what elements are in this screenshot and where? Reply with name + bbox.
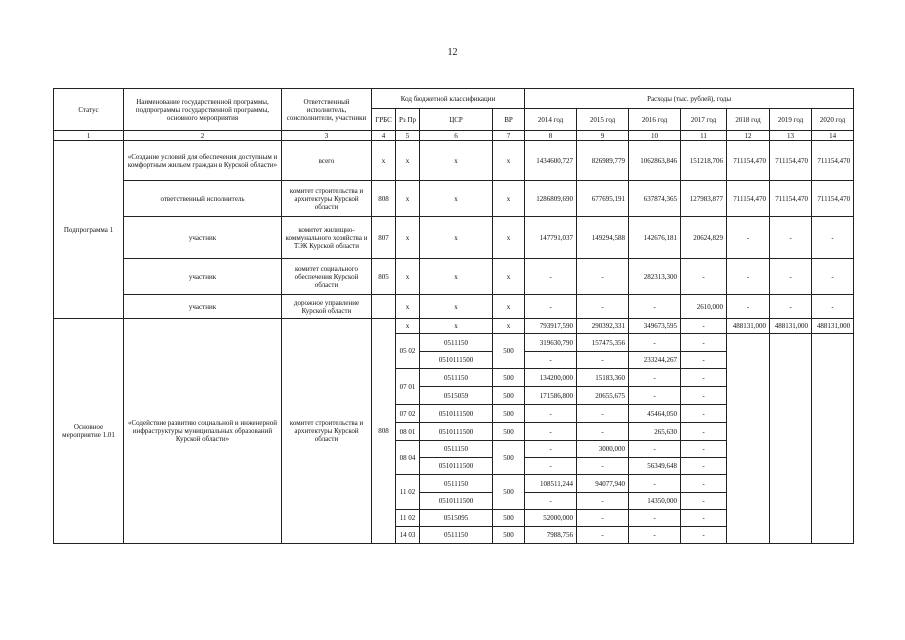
column-number: 14 — [812, 131, 854, 141]
column-number: 8 — [525, 131, 577, 141]
value-cell: - — [629, 369, 681, 387]
value-cell: - — [812, 295, 854, 319]
value-cell: 2610,000 — [681, 295, 727, 319]
header-budget-code: Код бюджетной классификации — [372, 89, 525, 109]
value-cell: - — [681, 369, 727, 387]
value-cell: - — [577, 352, 629, 369]
vr-cell: 500 — [493, 369, 525, 387]
value-cell: - — [629, 387, 681, 405]
column-number: 10 — [629, 131, 681, 141]
value-cell: - — [525, 458, 577, 475]
value-cell: 637874,365 — [629, 181, 681, 217]
value-cell: - — [681, 405, 727, 423]
csr-cell: х — [420, 181, 493, 217]
header-rzpr: Рз Пр — [396, 109, 420, 131]
value-cell: 52000,000 — [525, 510, 577, 527]
value-cell: - — [812, 259, 854, 295]
rzpr-cell: 07 02 — [396, 405, 420, 423]
value-cell: - — [727, 217, 770, 259]
rzpr-cell: х — [396, 141, 420, 181]
empty-cell — [727, 334, 770, 544]
value-cell: - — [629, 527, 681, 544]
vr-cell: х — [493, 259, 525, 295]
csr-cell: 0511150 — [420, 441, 493, 458]
vr-cell: х — [493, 319, 525, 334]
value-cell: 108511,244 — [525, 475, 577, 493]
vr-cell: 500 — [493, 334, 525, 369]
column-number: 11 — [681, 131, 727, 141]
value-cell: - — [577, 458, 629, 475]
subprogram-row — [54, 295, 854, 319]
value-cell: 94077,940 — [577, 475, 629, 493]
header-year: 2018 год — [727, 109, 770, 131]
value-cell: - — [525, 441, 577, 458]
column-number: 6 — [420, 131, 493, 141]
participant-role: участник — [124, 217, 282, 259]
csr-cell: 0511150 — [420, 475, 493, 493]
csr-cell: х — [420, 141, 493, 181]
value-cell: - — [577, 510, 629, 527]
column-number: 5 — [396, 131, 420, 141]
rzpr-cell: х — [396, 319, 420, 334]
value-cell: 711154,470 — [770, 141, 812, 181]
value-cell: - — [681, 319, 727, 334]
value-cell: 282313,300 — [629, 259, 681, 295]
value-cell: - — [770, 295, 812, 319]
header-vr: ВР — [493, 109, 525, 131]
vr-cell: 500 — [493, 405, 525, 423]
value-cell: - — [812, 217, 854, 259]
rzpr-cell: 11 02 — [396, 510, 420, 527]
vr-cell: х — [493, 181, 525, 217]
value-cell: - — [525, 423, 577, 441]
rzpr-cell: 11 02 — [396, 475, 420, 510]
header-expenses: Расходы (тыс. рублей), годы — [525, 89, 854, 109]
csr-cell: 0511150 — [420, 527, 493, 544]
csr-cell: 0510111500 — [420, 493, 493, 510]
vr-cell: 500 — [493, 423, 525, 441]
subprogram-row — [54, 259, 854, 295]
value-cell: - — [525, 295, 577, 319]
value-cell: 711154,470 — [812, 181, 854, 217]
value-cell: - — [681, 387, 727, 405]
column-number: 3 — [282, 131, 372, 141]
responsible-cell: комитет жилищно-коммунального хозяйства и ТЭК Курской области — [282, 217, 372, 259]
value-cell: 171586,800 — [525, 387, 577, 405]
value-cell: - — [681, 423, 727, 441]
column-number: 9 — [577, 131, 629, 141]
empty-cell — [812, 334, 854, 544]
responsible-cell: комитет строительства и архитектуры Курской области — [282, 181, 372, 217]
value-cell: - — [577, 423, 629, 441]
subprogram-row — [54, 181, 854, 217]
column-number: 1 — [54, 131, 124, 141]
rzpr-cell: х — [396, 259, 420, 295]
csr-cell: х — [420, 259, 493, 295]
csr-cell: 0510111500 — [420, 458, 493, 475]
value-cell: 14350,000 — [629, 493, 681, 510]
column-number: 2 — [124, 131, 282, 141]
csr-cell: 0515095 — [420, 510, 493, 527]
value-cell: 127983,877 — [681, 181, 727, 217]
measure-total-row — [54, 319, 854, 334]
value-cell: 488131,000 — [812, 319, 854, 334]
column-number: 4 — [372, 131, 396, 141]
rzpr-cell: 05 02 — [396, 334, 420, 369]
value-cell: - — [577, 405, 629, 423]
value-cell: 711154,470 — [770, 181, 812, 217]
header-year: 2014 год — [525, 109, 577, 131]
value-cell: 1286809,690 — [525, 181, 577, 217]
rzpr-cell: 08 01 — [396, 423, 420, 441]
csr-cell: 0511150 — [420, 369, 493, 387]
rzpr-cell: х — [396, 181, 420, 217]
rzpr-cell: х — [396, 217, 420, 259]
vr-cell: х — [493, 217, 525, 259]
budget-table — [53, 88, 854, 544]
value-cell: 1434600,727 — [525, 141, 577, 181]
rzpr-cell: 14 03 — [396, 527, 420, 544]
csr-cell: х — [420, 217, 493, 259]
header-name: Наименование государственной программы, подпрограммы государственной программы, основного мероприятия — [124, 89, 282, 131]
csr-cell: 0510111500 — [420, 423, 493, 441]
grbs-cell — [372, 295, 396, 319]
csr-cell: х — [420, 295, 493, 319]
rzpr-cell: х — [396, 295, 420, 319]
responsible-cell: всего — [282, 141, 372, 181]
value-cell: 134200,000 — [525, 369, 577, 387]
measure-responsible: комитет строительства и архитектуры Курской области — [282, 319, 372, 544]
value-cell: - — [629, 475, 681, 493]
value-cell: 45464,050 — [629, 405, 681, 423]
value-cell: - — [629, 334, 681, 352]
value-cell: 488131,000 — [727, 319, 770, 334]
value-cell: 157475,356 — [577, 334, 629, 352]
participant-role: участник — [124, 295, 282, 319]
value-cell: 677695,191 — [577, 181, 629, 217]
header-year: 2017 год — [681, 109, 727, 131]
rzpr-cell: 08 04 — [396, 441, 420, 475]
vr-cell: 500 — [493, 527, 525, 544]
value-cell: 826989,779 — [577, 141, 629, 181]
header-year: 2016 год — [629, 109, 681, 131]
value-cell: 7988,756 — [525, 527, 577, 544]
grbs-cell: 805 — [372, 259, 396, 295]
vr-cell: 500 — [493, 510, 525, 527]
value-cell: - — [681, 475, 727, 493]
value-cell: 15183,360 — [577, 369, 629, 387]
value-cell: - — [577, 259, 629, 295]
measure-name: «Содействие развитию социальной и инженерной инфраструктуры муниципальных образований Курской области» — [124, 319, 282, 544]
grbs-cell: 807 — [372, 217, 396, 259]
value-cell: - — [681, 493, 727, 510]
value-cell: 349673,595 — [629, 319, 681, 334]
vr-cell: 500 — [493, 475, 525, 510]
value-cell: 20624,829 — [681, 217, 727, 259]
empty-cell — [770, 334, 812, 544]
grbs-cell: х — [372, 141, 396, 181]
value-cell: - — [629, 510, 681, 527]
grbs-cell: 808 — [372, 181, 396, 217]
value-cell: - — [629, 441, 681, 458]
value-cell: 147791,037 — [525, 217, 577, 259]
header-year: 2015 год — [577, 109, 629, 131]
value-cell: - — [525, 352, 577, 369]
value-cell: - — [577, 295, 629, 319]
header-year: 2020 год — [812, 109, 854, 131]
value-cell: 20655,675 — [577, 387, 629, 405]
value-cell: 793917,590 — [525, 319, 577, 334]
value-cell: 233244,267 — [629, 352, 681, 369]
subprogram-total-row — [54, 141, 854, 181]
value-cell: 488131,000 — [770, 319, 812, 334]
value-cell: - — [681, 441, 727, 458]
value-cell: 142676,181 — [629, 217, 681, 259]
participant-role: ответственный исполнитель — [124, 181, 282, 217]
header-status: Статус — [54, 89, 124, 131]
value-cell: - — [681, 352, 727, 369]
value-cell: 319630,790 — [525, 334, 577, 352]
vr-cell: 500 — [493, 441, 525, 475]
value-cell: 151218,706 — [681, 141, 727, 181]
value-cell: - — [681, 334, 727, 352]
responsible-cell: комитет социального обеспечения Курской области — [282, 259, 372, 295]
vr-cell: х — [493, 295, 525, 319]
value-cell: 711154,470 — [727, 181, 770, 217]
value-cell: - — [727, 259, 770, 295]
header-year: 2019 год — [770, 109, 812, 131]
value-cell: - — [629, 295, 681, 319]
value-cell: 711154,470 — [727, 141, 770, 181]
responsible-cell: дорожное управление Курской области — [282, 295, 372, 319]
measure-grbs: 808 — [372, 319, 396, 544]
csr-cell: 0511150 — [420, 334, 493, 352]
value-cell: 3000,000 — [577, 441, 629, 458]
subprogram-status: Подпрограмма 1 — [54, 141, 124, 319]
value-cell: 711154,470 — [812, 141, 854, 181]
header-responsible: Ответственный исполнитель, соисполнители, участники — [282, 89, 372, 131]
value-cell: - — [770, 259, 812, 295]
column-number: 7 — [493, 131, 525, 141]
value-cell: - — [770, 217, 812, 259]
page-number: 12 — [447, 47, 458, 58]
value-cell: - — [525, 259, 577, 295]
column-numbers-row — [54, 131, 854, 141]
value-cell: - — [577, 527, 629, 544]
subprogram-name: «Создание условий для обеспечения доступным и комфортным жильем граждан в Курской области» — [124, 141, 282, 181]
value-cell: 56349,648 — [629, 458, 681, 475]
column-number: 12 — [727, 131, 770, 141]
value-cell: - — [525, 493, 577, 510]
header-csr: ЦСР — [420, 109, 493, 131]
value-cell: - — [681, 259, 727, 295]
value-cell: 290392,331 — [577, 319, 629, 334]
csr-cell: 0515059 — [420, 387, 493, 405]
value-cell: - — [577, 493, 629, 510]
rzpr-cell: 07 01 — [396, 369, 420, 405]
csr-cell: х — [420, 319, 493, 334]
participant-role: участник — [124, 259, 282, 295]
value-cell: - — [681, 510, 727, 527]
subprogram-row — [54, 217, 854, 259]
value-cell: 1062863,846 — [629, 141, 681, 181]
measure-status: Основное мероприятие 1.01 — [54, 319, 124, 544]
value-cell: - — [681, 458, 727, 475]
value-cell: 265,630 — [629, 423, 681, 441]
header-grbs: ГРБС — [372, 109, 396, 131]
vr-cell: х — [493, 141, 525, 181]
vr-cell: 500 — [493, 387, 525, 405]
csr-cell: 0510111500 — [420, 405, 493, 423]
csr-cell: 0510111500 — [420, 352, 493, 369]
value-cell: 149294,588 — [577, 217, 629, 259]
value-cell: - — [727, 295, 770, 319]
value-cell: - — [681, 527, 727, 544]
column-number: 13 — [770, 131, 812, 141]
value-cell: - — [525, 405, 577, 423]
